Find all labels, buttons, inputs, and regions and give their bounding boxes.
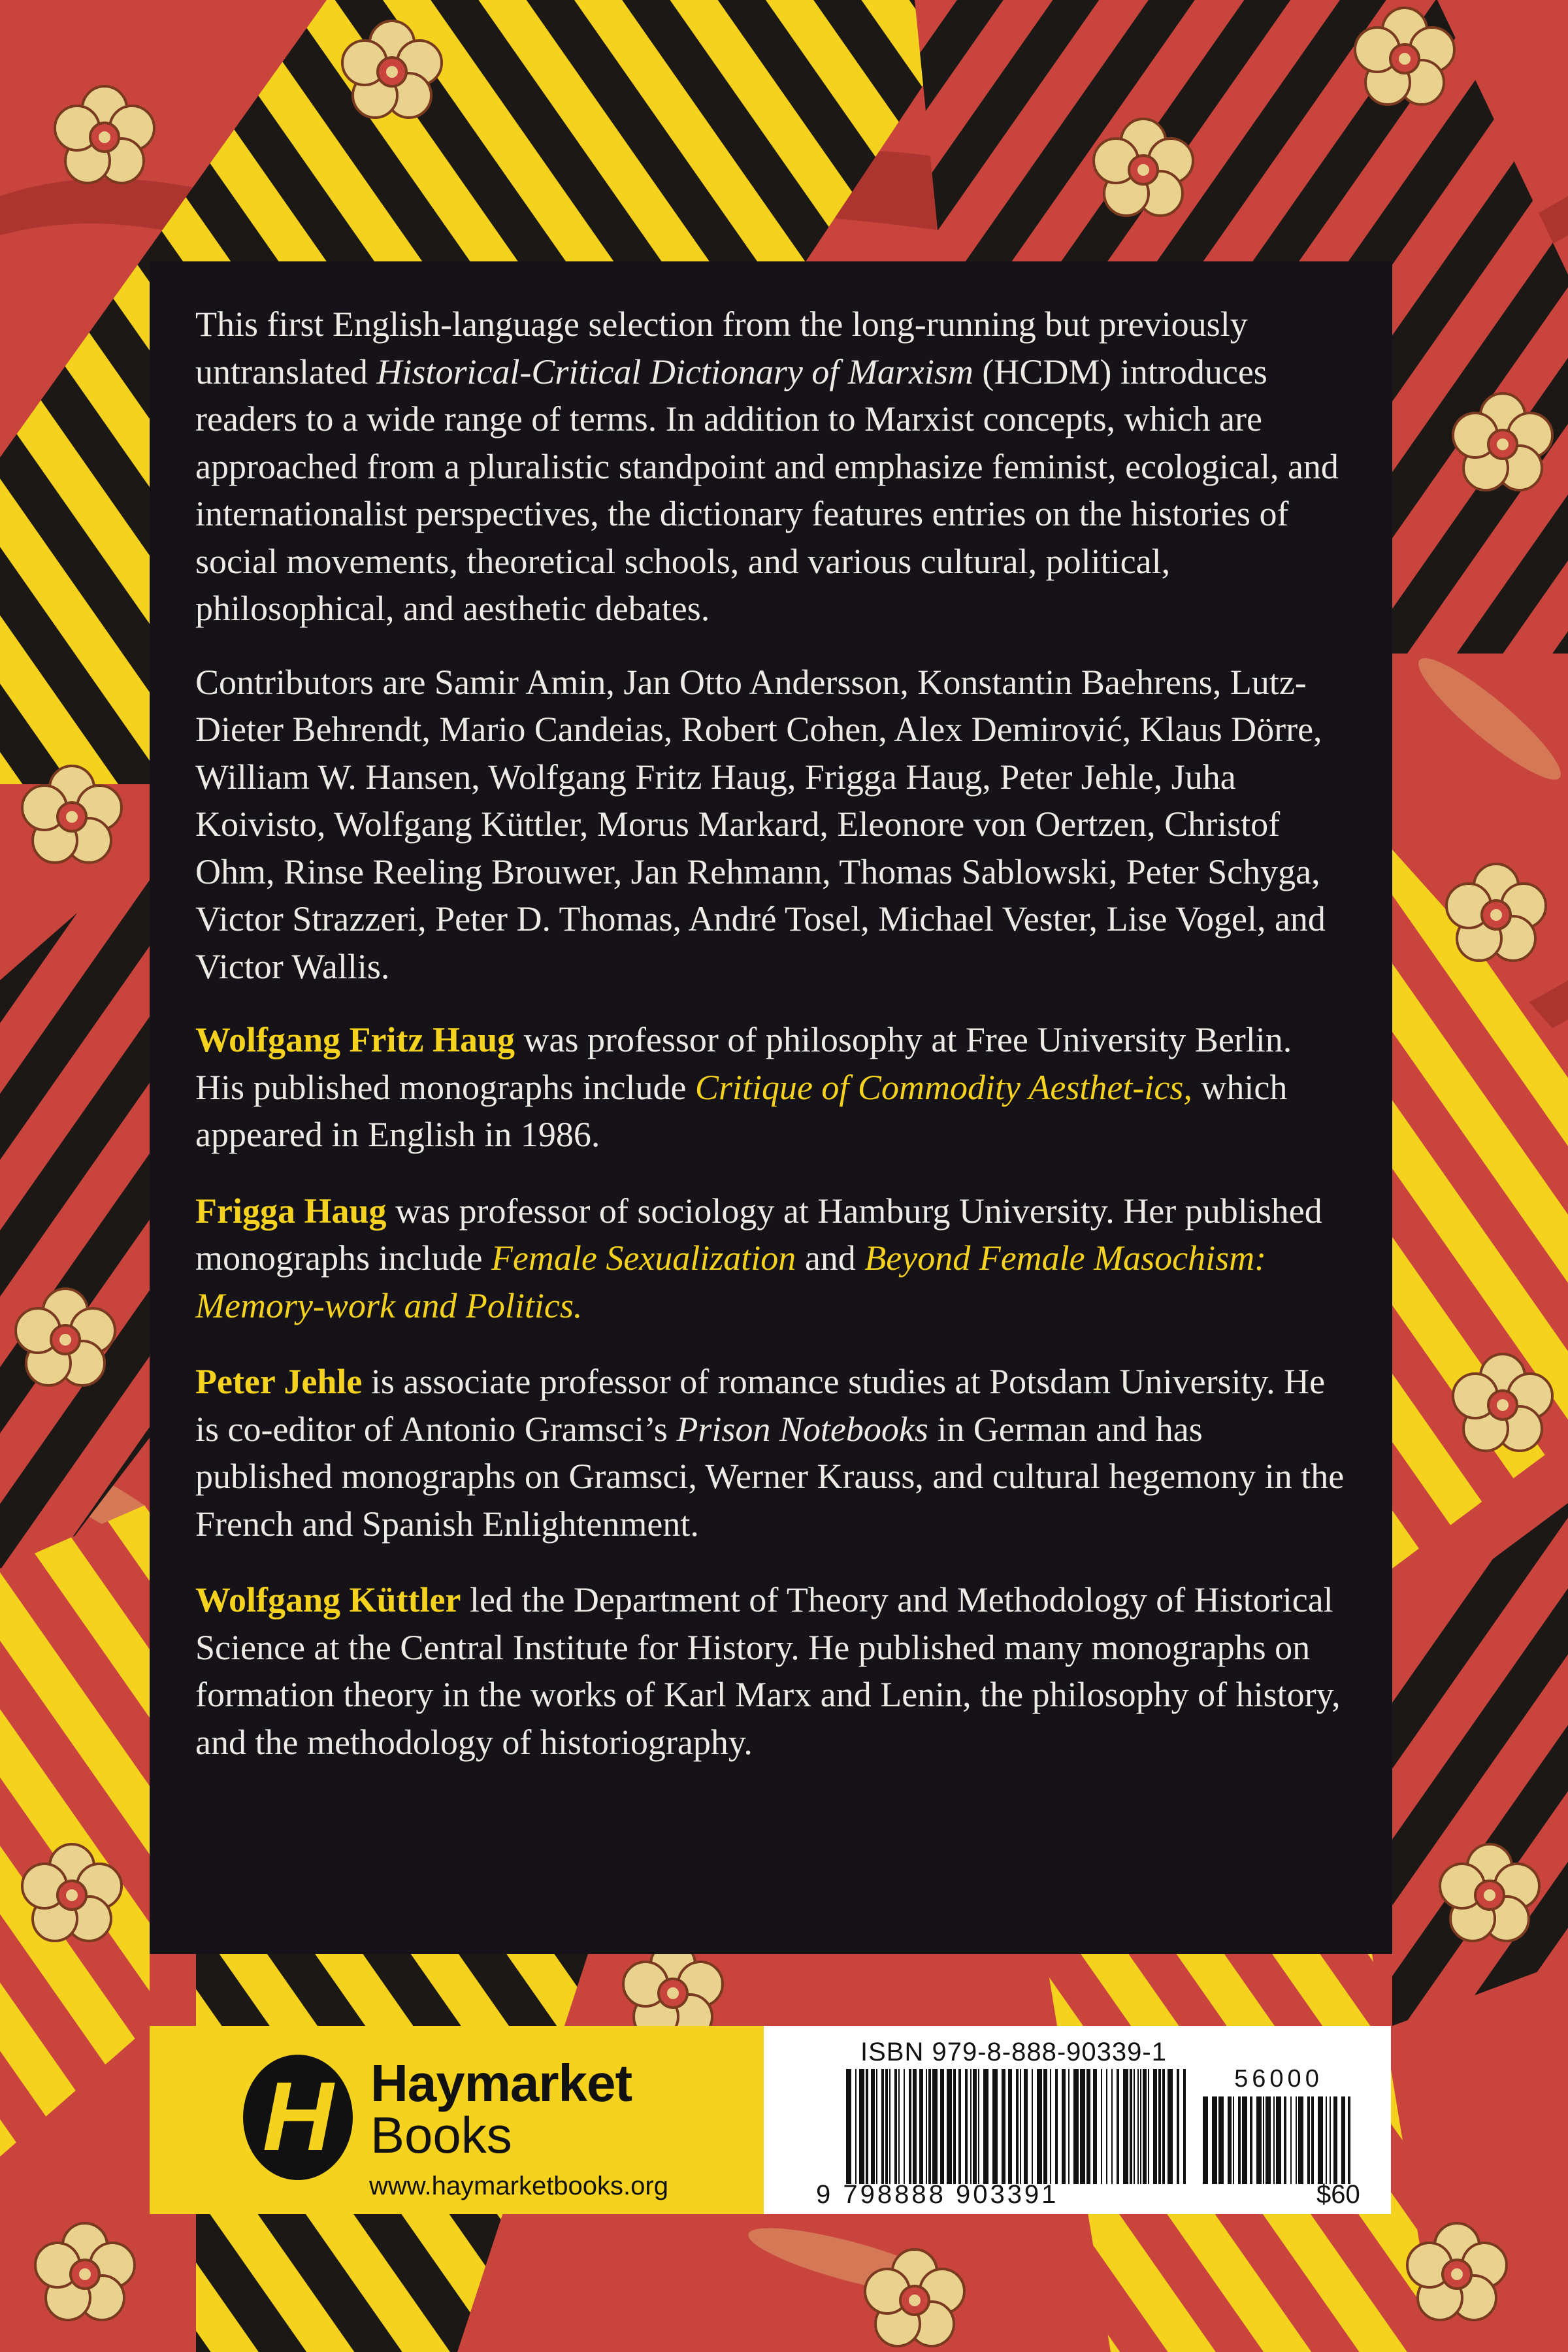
- bio-wolfgang-fritz-haug: Wolfgang Fritz Haug was professor of philosophy at Free University Berlin. His published monographs include Critique of Commodity Aesthet-ics, which appeared in English in 1986.: [195, 1020, 1292, 1154]
- publisher-logo-block: [150, 2026, 764, 2214]
- book-title: Prison Notebooks: [676, 1409, 928, 1449]
- bio-wolfgang-kuttler: Wolfgang Küttler led the Department of Theory and Methodology of Historical Science at the Central Institute for History. He published many monographs on formation theory in the works of Karl Marx and Lenin, the philosophy of history, and the methodology of historiography.: [195, 1580, 1341, 1762]
- description-paragraph: This first English-language selection from the long-running but previously untranslated Historical-Critical Dictionary of Marxism (HCDM) introduces readers to a wide range of terms. In addition to Marxist concepts, which are approached from a pluralistic standpoint and emphasize feminist, ecological, and internationalist perspectives, the dictionary features entries on the histories of social movements, theoretical schools, and various cultural, political, philosophical, and aesthetic debates.: [195, 305, 1339, 628]
- supplement-barcode: [1203, 2096, 1354, 2184]
- price-label: $60: [1316, 2180, 1360, 2209]
- author-name: Wolfgang Fritz Haug: [195, 1020, 515, 1059]
- barcode-band: [150, 2026, 1391, 2214]
- blurb-panel: [150, 261, 1392, 1954]
- author-name: Wolfgang Küttler: [195, 1580, 461, 1619]
- author-name: Frigga Haug: [195, 1191, 387, 1231]
- bio-frigga-haug: Frigga Haug was professor of sociology at Hamburg University. Her published monographs include Female Sexualization and Beyond Female Masochism: Memory-work and Politics.: [195, 1191, 1322, 1325]
- book-title: Female Sexualization: [491, 1238, 796, 1278]
- logo-letter: H: [262, 2061, 334, 2171]
- bio-peter-jehle: Peter Jehle is associate professor of romance studies at Potsdam University. He is co-editor of Antonio Gramsci’s Prison Notebooks in German and has published monographs on Gramsci, Werner Krauss, and cultural hegemony in the French and Spanish Enlightenment.: [195, 1362, 1345, 1544]
- barcode-digits: 9 798888 903391: [816, 2180, 1059, 2209]
- publisher-subname: Books: [370, 2106, 512, 2164]
- author-name: Peter Jehle: [195, 1362, 363, 1401]
- contributors-paragraph: Contributors are Samir Amin, Jan Otto Andersson, Konstantin Baehrens, Lutz-Dieter Behrendt, Mario Candeias, Robert Cohen, Alex Demirović, Klaus Dörre, William W. Hansen, Wolfgang Fritz Haug, Frigga Haug, Peter Jehle, Juha Koivisto, Wolfgang Küttler, Morus Markard, Eleonore von Oertzen, Christof Ohm, Rinse Reeling Brouwer, Jan Rehmann, Thomas Sablowski, Peter Schyga, Victor Strazzeri, Peter D. Thomas, André Tosel, Michael Vester, Lise Vogel, and Victor Wallis.: [195, 662, 1326, 986]
- book-title: Beyond Female Masochism: Memory-work and Politics.: [195, 1238, 1267, 1325]
- publisher-url: www.haymarketbooks.org: [369, 2172, 668, 2200]
- dictionary-title: Historical-Critical Dictionary of Marxism: [376, 352, 973, 391]
- supplement-code: 56000: [1234, 2065, 1323, 2093]
- haymarket-logo-icon: [241, 2052, 355, 2183]
- publisher-name: Haymarket: [370, 2054, 632, 2112]
- isbn-label: ISBN 979-8-888-90339-1: [860, 2038, 1167, 2066]
- book-title: Critique of Commodity Aesthet-ics,: [694, 1067, 1192, 1107]
- ean-barcode: [846, 2069, 1186, 2184]
